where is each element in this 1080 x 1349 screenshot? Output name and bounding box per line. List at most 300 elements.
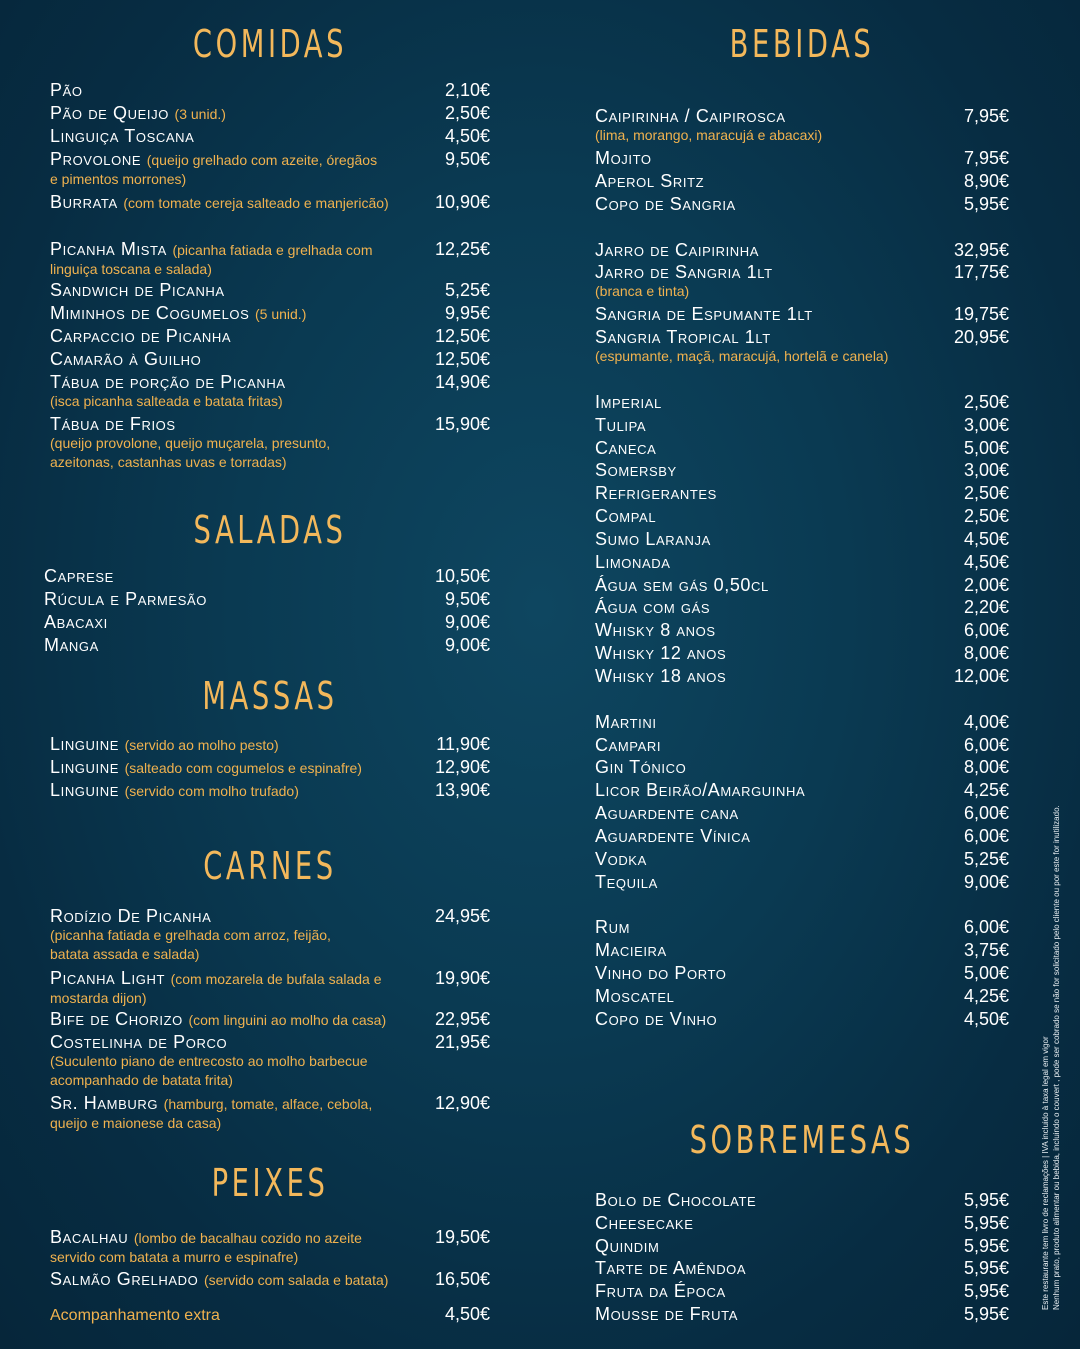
menu-item-name-wrap [50, 149, 377, 170]
menu-item-name: Compal [595, 506, 657, 526]
menu-item-description: (com mozarela de bufala salada e [170, 971, 382, 987]
menu-item-row [50, 149, 490, 170]
menu-item-price: 4,00€ [963, 712, 1009, 732]
menu-item-name-wrap [50, 303, 306, 324]
menu-item [595, 529, 1009, 549]
menu-item [595, 666, 1009, 686]
menu-item [595, 327, 1009, 366]
menu-item-name: Moscatel [595, 986, 675, 1006]
menu-item-name: Camarão à Guilho [50, 349, 202, 369]
menu-item-name: Tarte de Amêndoa [595, 1258, 747, 1278]
menu-item-name: Copo de Sangria [595, 194, 736, 214]
menu-item-row [50, 80, 490, 100]
menu-item-name-wrap [595, 438, 656, 458]
menu-item [595, 304, 1009, 324]
menu-item-price: 19,90€ [434, 968, 490, 988]
menu-item-name-wrap [595, 240, 759, 260]
menu-item-row [595, 304, 1009, 324]
menu-item-price: 4,50€ [963, 1009, 1009, 1029]
menu-item-name-wrap [50, 968, 382, 989]
menu-item-description: (servido com salada e batata) [203, 1272, 389, 1288]
menu-item-name: Rum [595, 917, 631, 937]
menu-item-price: 19,75€ [953, 304, 1009, 324]
menu-item-row [50, 326, 490, 346]
menu-item-price: 12,25€ [434, 239, 490, 259]
menu-item-name-wrap [595, 963, 727, 983]
menu-item-description: (branca e tinta) [595, 283, 690, 299]
menu-item-price: 19,50€ [434, 1227, 490, 1247]
menu-item [50, 349, 490, 369]
menu-item-row [595, 735, 1009, 755]
menu-item-name-wrap [595, 917, 630, 937]
menu-item-name-wrap [50, 757, 362, 778]
menu-item-description: (lombo de bacalhau cozido no azeite [133, 1230, 362, 1246]
menu-item [44, 589, 490, 609]
menu-item-price: 8,90€ [963, 171, 1009, 191]
menu-item [595, 240, 1009, 260]
menu-item-row [595, 392, 1009, 412]
menu-item-name: Rúcula e Parmesão [44, 589, 207, 609]
menu-item-price: 9,95€ [444, 303, 490, 323]
menu-item-name-wrap [595, 529, 711, 549]
menu-item-description: (queijo provolone, queijo muçarela, presunto, [50, 435, 331, 451]
menu-item-name: Sumo Laranja [595, 529, 711, 549]
menu-item-price: 11,90€ [436, 734, 490, 754]
menu-item [595, 849, 1009, 869]
menu-item-row [595, 1281, 1009, 1301]
menu-item-row [595, 1236, 1009, 1256]
menu-item-name: Cheesecake [595, 1213, 694, 1233]
menu-item-row [595, 917, 1009, 937]
menu-item-description: (picanha fatiada e grelhada com [172, 242, 373, 258]
menu-item-name: Sandwich de Picanha [50, 280, 225, 300]
menu-item-price: 10,90€ [434, 192, 490, 212]
menu-item-price: 5,95€ [963, 1213, 1009, 1233]
menu-item [50, 968, 490, 1008]
menu-item [595, 620, 1009, 640]
menu-item-name-wrap [595, 552, 670, 572]
menu-item-name-wrap [50, 780, 299, 801]
menu-item-row [595, 620, 1009, 640]
menu-item-row [595, 643, 1009, 663]
menu-item-price: 5,00€ [963, 963, 1009, 983]
menu-item-price: 5,95€ [963, 1190, 1009, 1210]
menu-item-price: 7,95€ [963, 106, 1009, 126]
menu-item-row [595, 1190, 1009, 1210]
menu-item-description: (com linguini ao molho da casa) [188, 1012, 387, 1028]
menu-item-price: 22,95€ [434, 1009, 490, 1029]
menu-item [595, 712, 1009, 732]
menu-item-name: Abacaxi [44, 612, 108, 632]
menu-item [595, 1258, 1009, 1278]
menu-item-name-wrap [595, 620, 716, 640]
menu-item-price: 4,50€ [963, 552, 1009, 572]
menu-item-name: Caneca [595, 438, 657, 458]
menu-item-name: Carpaccio de Picanha [50, 326, 232, 346]
menu-item-description: (queijo grelhado com azeite, óregãos [146, 152, 378, 168]
menu-item [44, 566, 490, 586]
menu-item [595, 575, 1009, 595]
menu-item-name: Linguiça Toscana [50, 126, 195, 146]
menu-item-name: Rodízio De Picanha [50, 906, 212, 926]
menu-item-name: Provolone [50, 149, 142, 169]
menu-item [595, 506, 1009, 526]
legal-note [1040, 710, 1062, 1310]
menu-item [50, 372, 490, 411]
menu-item-price: 4,50€ [444, 126, 490, 146]
menu-item-name: Tábua de Frios [50, 414, 176, 434]
menu-item-name: Tequila [595, 872, 658, 892]
menu-item-price: 10,50€ [434, 566, 490, 586]
menu-item-name: Copo de Vinho [595, 1009, 718, 1029]
menu-item-row [595, 438, 1009, 458]
menu-item-name-wrap [595, 757, 686, 777]
menu-item-name-wrap [50, 80, 83, 100]
menu-item [595, 483, 1009, 503]
menu-item-price: 2,00€ [963, 575, 1009, 595]
menu-item-name: Sangria de Espumante 1lt [595, 304, 813, 324]
menu-item-price: 3,00€ [963, 460, 1009, 480]
menu-item-name: Somersby [595, 460, 677, 480]
menu-item-name: Burrata [50, 192, 118, 212]
menu-item [595, 803, 1009, 823]
menu-item-name-wrap [595, 1304, 738, 1324]
menu-item-price: 21,95€ [434, 1032, 490, 1052]
menu-item-name-wrap [50, 1227, 362, 1248]
menu-item-price: 4,25€ [963, 780, 1009, 800]
menu-item [595, 1009, 1009, 1029]
menu-item-price: 4,25€ [963, 986, 1009, 1006]
menu-item [50, 280, 490, 300]
menu-item-price: 5,95€ [963, 1281, 1009, 1301]
menu-item-description: (isca picanha salteada e batata fritas) [50, 393, 283, 409]
menu-item-price: 5,95€ [963, 1304, 1009, 1324]
menu-item-name: Vinho do Porto [595, 963, 727, 983]
menu-item [44, 635, 490, 655]
menu-item-name-wrap [595, 1281, 726, 1301]
menu-item-name-wrap [50, 1269, 388, 1290]
menu-item-price: 3,00€ [963, 415, 1009, 435]
menu-item-name-wrap [44, 612, 108, 632]
menu-item [595, 917, 1009, 937]
menu-item-price: 4,50€ [444, 1304, 490, 1324]
menu-item-price: 2,50€ [963, 506, 1009, 526]
menu-item-row [50, 372, 490, 392]
menu-item-name: Whisky 12 anos [595, 643, 727, 663]
menu-item-row [50, 103, 490, 124]
menu-item-row [50, 1032, 490, 1052]
menu-item [595, 392, 1009, 412]
menu-item [595, 552, 1009, 572]
menu-item-price: 5,25€ [963, 849, 1009, 869]
menu-item-name-wrap [595, 506, 656, 526]
menu-item-name: Limonada [595, 552, 671, 572]
menu-item-price: 2,50€ [444, 103, 490, 123]
menu-item [50, 757, 490, 778]
menu-item [50, 103, 490, 124]
menu-item-name: Whisky 8 anos [595, 620, 716, 640]
menu-item-name-wrap [595, 171, 704, 191]
menu-item [50, 126, 490, 146]
menu-item-name-wrap [595, 148, 652, 168]
menu-item-row [595, 194, 1009, 214]
menu-item-name: Campari [595, 735, 662, 755]
menu-item-name: Whisky 18 anos [595, 666, 727, 686]
menu-item-name-wrap [44, 589, 207, 609]
menu-item-name: Linguine [50, 780, 119, 800]
menu-item [50, 1269, 490, 1290]
menu-item-name-wrap [50, 239, 373, 260]
menu-item-price: 7,95€ [963, 148, 1009, 168]
section-title: PEIXES [211, 1161, 329, 1205]
menu-item-name-wrap [595, 803, 739, 823]
menu-item [50, 149, 490, 189]
menu-item-name-wrap [595, 194, 736, 214]
menu-item-price: 5,95€ [963, 1236, 1009, 1256]
section-title: SOBREMESAS [689, 1118, 915, 1162]
menu-item-price: 14,90€ [434, 372, 490, 392]
menu-item-name: Salmão Grelhado [50, 1269, 199, 1289]
menu-item-name-wrap [44, 635, 99, 655]
menu-item-price: 8,00€ [963, 643, 1009, 663]
section-title: COMIDAS [192, 22, 348, 66]
menu-item-name: Sangria Tropical 1lt [595, 327, 771, 347]
menu-item-name-wrap [50, 349, 201, 369]
menu-item-price: 8,00€ [963, 757, 1009, 777]
menu-item-name: Martini [595, 712, 657, 732]
menu-item-name-wrap [595, 780, 805, 800]
menu-item [595, 262, 1009, 301]
menu-item [595, 963, 1009, 983]
menu-item-name: Caipirinha / Caipirosca [595, 106, 786, 126]
menu-item [50, 80, 490, 100]
menu-item-description: servido com batata a murro e espinafre) [50, 1249, 299, 1265]
menu-item-name-wrap [50, 372, 286, 392]
menu-item-description: (5 unid.) [255, 306, 307, 322]
menu-item-row [595, 262, 1009, 282]
menu-item-row [595, 106, 1009, 126]
menu-item-description: (servido ao molho pesto) [124, 737, 279, 753]
menu-item-row [50, 239, 490, 260]
menu-item [595, 415, 1009, 435]
menu-item-price: 12,90€ [434, 1093, 490, 1113]
menu-item-row [50, 906, 490, 926]
menu-item [50, 734, 490, 755]
menu-item-price: 16,50€ [434, 1269, 490, 1289]
menu-item-description: (lima, morango, maracujá e abacaxi) [595, 127, 823, 143]
menu-item-name-wrap [595, 986, 675, 1006]
menu-item-row [50, 192, 490, 213]
menu-item-row [50, 757, 490, 778]
menu-item-name: Picanha Mista [50, 239, 167, 259]
menu-item-name: Mojito [595, 148, 652, 168]
menu-item-row [595, 460, 1009, 480]
menu-item-name: Jarro de Caipirinha [595, 240, 760, 260]
menu-item-name-wrap [50, 192, 389, 213]
menu-item-name: Refrigerantes [595, 483, 717, 503]
menu-item-row [50, 414, 490, 434]
menu-item-name: Jarro de Sangria 1lt [595, 262, 773, 282]
menu-item-row [595, 529, 1009, 549]
menu-item-name: Licor Beirão/Amarguinha [595, 780, 806, 800]
menu-item-name-wrap [595, 415, 646, 435]
menu-item-name: Água sem gás 0,50cl [595, 575, 769, 595]
menu-item-row [595, 1304, 1009, 1324]
menu-item-price: 12,50€ [434, 349, 490, 369]
menu-item-name-wrap [50, 280, 225, 300]
menu-item-description: (salteado com cogumelos e espinafre) [124, 760, 362, 776]
menu-item-name: Bife de Chorizo [50, 1009, 183, 1029]
menu-item-name: Água com gás [595, 597, 711, 617]
menu-item [595, 1213, 1009, 1233]
menu-item-row [595, 849, 1009, 869]
menu-item [50, 192, 490, 213]
menu-item-name-wrap [595, 575, 769, 595]
menu-item-name-wrap [50, 126, 194, 146]
menu-item [44, 612, 490, 632]
menu-item-name-wrap [595, 666, 726, 686]
menu-item-row [44, 566, 490, 586]
section-title: MASSAS [202, 674, 338, 718]
menu-item-name-wrap [44, 566, 114, 586]
menu-item-name-wrap [595, 106, 786, 126]
menu-item-name: Aguardente Vínica [595, 826, 751, 846]
menu-item-name: Linguine [50, 734, 119, 754]
menu-item-price: 2,20€ [963, 597, 1009, 617]
menu-item [50, 414, 490, 472]
menu-item-name-wrap [50, 1093, 372, 1114]
menu-item-row [50, 1009, 490, 1030]
section-title: BEBIDAS [729, 22, 875, 66]
menu-item-name: Pão [50, 80, 83, 100]
menu-item [595, 757, 1009, 777]
menu-item-name: Miminhos de Cogumelos [50, 303, 250, 323]
menu-item [595, 194, 1009, 214]
menu-item [50, 780, 490, 801]
menu-item [595, 940, 1009, 960]
menu-item [595, 1281, 1009, 1301]
menu-item-description: (3 unid.) [174, 106, 226, 122]
menu-item-name-wrap [595, 712, 657, 732]
menu-item-name: Acompanhamento extra [50, 1307, 220, 1324]
menu-item [595, 460, 1009, 480]
menu-item-name: Picanha Light [50, 968, 165, 988]
menu-item [50, 326, 490, 346]
section-title: SALADAS [193, 508, 347, 552]
menu-item-row [595, 780, 1009, 800]
menu-item-description: (picanha fatiada e grelhada com arroz, feijão, [50, 927, 331, 943]
menu-item-name-wrap [50, 906, 211, 926]
menu-item-row [50, 126, 490, 146]
menu-item-row [595, 148, 1009, 168]
menu-item-name-wrap [595, 1009, 717, 1029]
menu-item-row [50, 780, 490, 801]
menu-item [50, 303, 490, 324]
menu-item [50, 1093, 490, 1133]
menu-item-description: (Suculento piano de entrecosto ao molho barbecue [50, 1053, 368, 1069]
menu-item-price: 9,00€ [963, 872, 1009, 892]
section-title: CARNES [203, 844, 337, 888]
menu-item [595, 826, 1009, 846]
legal-note-line-1: Este restaurante tem livro de reclamações | IVA incluido à taxa legal em vigor [1041, 1036, 1050, 1310]
menu-item-description: queijo e maionese da casa) [50, 1115, 222, 1131]
menu-item [50, 906, 490, 964]
menu-item-row [595, 1009, 1009, 1029]
menu-item-row [595, 940, 1009, 960]
menu-item-name: Vodka [595, 849, 647, 869]
menu-item-name-wrap [50, 734, 279, 755]
menu-item-price: 4,50€ [963, 529, 1009, 549]
menu-item-description: (com tomate cereja salteado e manjericão) [123, 195, 389, 211]
menu-item-row [50, 280, 490, 300]
menu-item-name-wrap [595, 483, 717, 503]
menu-item-price: 24,95€ [434, 906, 490, 926]
menu-item-name-wrap [595, 1213, 693, 1233]
menu-item-price: 2,50€ [963, 392, 1009, 412]
menu-item-description: (hamburg, tomate, alface, cebola, [163, 1096, 373, 1112]
menu-item-price: 9,00€ [444, 612, 490, 632]
menu-item-price: 2,10€ [444, 80, 490, 100]
menu-item-name: Macieira [595, 940, 667, 960]
menu-item [595, 1236, 1009, 1256]
menu-item-name: Quindim [595, 1236, 660, 1256]
menu-item-price: 5,25€ [444, 280, 490, 300]
menu-item-name: Pão de Queijo [50, 103, 169, 123]
menu-item-row [595, 240, 1009, 260]
menu-item-row [595, 1213, 1009, 1233]
menu-item-price: 9,50€ [444, 149, 490, 169]
menu-item-price: 3,75€ [963, 940, 1009, 960]
menu-item-name: Manga [44, 635, 99, 655]
menu-item-row [595, 506, 1009, 526]
menu-item-name-wrap [595, 392, 662, 412]
menu-item-name-wrap [595, 872, 658, 892]
menu-item-price: 6,00€ [963, 917, 1009, 937]
menu-item-name: Imperial [595, 392, 662, 412]
menu-item-row [50, 1093, 490, 1114]
menu-item-description: acompanhado de batata frita) [50, 1072, 233, 1088]
menu-item-price: 9,00€ [444, 635, 490, 655]
menu-item-name-wrap [595, 327, 771, 347]
menu-item-price: 12,50€ [434, 326, 490, 346]
menu-item-price: 32,95€ [953, 240, 1009, 260]
menu-item-row [595, 872, 1009, 892]
menu-item-description: (servido com molho trufado) [124, 783, 299, 799]
menu-item-name-wrap [595, 1236, 659, 1256]
menu-item-row [44, 612, 490, 632]
menu-item [50, 1304, 490, 1326]
menu-item-price: 15,90€ [434, 414, 490, 434]
menu-item [595, 1304, 1009, 1324]
menu-item-price: 2,50€ [963, 483, 1009, 503]
menu-item-description: azeitonas, castanhas uvas e torradas) [50, 454, 287, 470]
menu-item-name-wrap [595, 262, 773, 282]
menu-item-name-wrap [595, 304, 813, 324]
menu-item-row [595, 986, 1009, 1006]
menu-item [595, 148, 1009, 168]
menu-item-price: 20,95€ [953, 327, 1009, 347]
menu-item-description: linguiça toscana e salada) [50, 261, 212, 277]
menu-item-price: 13,90€ [434, 780, 490, 800]
menu-item [595, 1190, 1009, 1210]
menu-item-row [595, 666, 1009, 686]
menu-item-price: 5,95€ [963, 194, 1009, 214]
menu-item [595, 597, 1009, 617]
menu-item-price: 6,00€ [963, 826, 1009, 846]
menu-item-name: Caprese [44, 566, 114, 586]
menu-item-price: 17,75€ [953, 262, 1009, 282]
menu-item-row [50, 968, 490, 989]
